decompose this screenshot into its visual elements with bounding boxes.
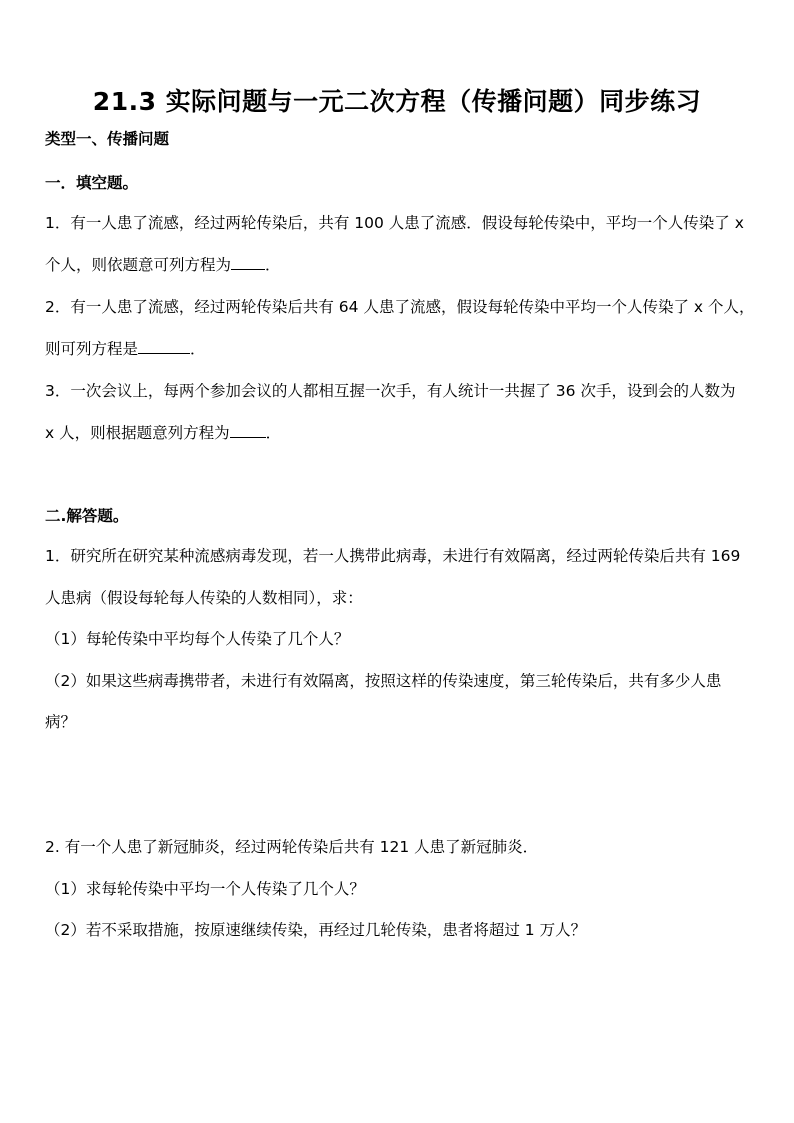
- type-heading: 类型一、传播问题: [45, 130, 170, 148]
- fill-question-3-text: x 人，则根据题意列方程为: [45, 424, 230, 442]
- fill-question-2-end: ．: [190, 340, 206, 358]
- problem-2-line1: 2. 有一个人患了新冠肺炎，经过两轮传染后共有 121 人患了新冠肺炎．: [45, 838, 539, 856]
- fill-question-3-line1: 3．一次会议上，每两个参加会议的人都相互握一次手，有人统计一共握了 36 次手，设到会的人数为: [45, 382, 736, 400]
- fill-question-1-text: 个人，则依题意可列方程为: [45, 256, 232, 274]
- answer-blank[interactable]: [231, 255, 265, 270]
- problem-1-sub1: （1）每轮传染中平均每个人传染了几个人？: [45, 630, 350, 648]
- fill-question-2-text: 则可列方程是: [45, 340, 139, 358]
- problem-1-line2: 人患病（假设每轮每人传染的人数相同），求：: [45, 589, 363, 607]
- problem-1-line1: 1．研究所在研究某种流感病毒发现，若一人携带此病毒，未进行有效隔离，经过两轮传染后共有 169: [45, 547, 741, 565]
- answer-blank[interactable]: [138, 339, 190, 354]
- answer-blank[interactable]: [230, 423, 266, 438]
- section2-heading: 二.解答题。: [45, 507, 129, 525]
- fill-question-3-line2: [45, 422, 281, 444]
- fill-question-1-end: ．: [265, 256, 281, 274]
- problem-2-sub2: （2）若不采取措施，按原速继续传染，再经过几轮传染，患者将超过 1 万人？: [45, 921, 587, 939]
- problem-2-sub1: （1）求每轮传染中平均一个人传染了几个人？: [45, 880, 365, 898]
- document-title: 21.3 实际问题与一元二次方程（传播问题）同步练习: [92, 87, 702, 116]
- problem-1-sub2-line2: 病？: [45, 713, 77, 731]
- section1-heading: 一．填空题。: [45, 174, 139, 192]
- fill-question-2-line2: [45, 338, 206, 360]
- fill-question-1-line1: 1．有一人患了流感，经过两轮传染后，共有 100 人患了流感．假设每轮传染中，平均一个人传染了 x: [45, 214, 744, 232]
- problem-1-sub2-line1: （2）如果这些病毒携带者，未进行有效隔离，按照这样的传染速度，第三轮传染后，共有多少人患: [45, 672, 722, 690]
- fill-question-2-line1: 2．有一人患了流感，经过两轮传染后共有 64 人患了流感，假设每轮传染中平均一个人传染了 x 个人，: [45, 298, 755, 316]
- fill-question-1-line2: [45, 254, 281, 276]
- fill-question-3-end: ．: [265, 424, 282, 442]
